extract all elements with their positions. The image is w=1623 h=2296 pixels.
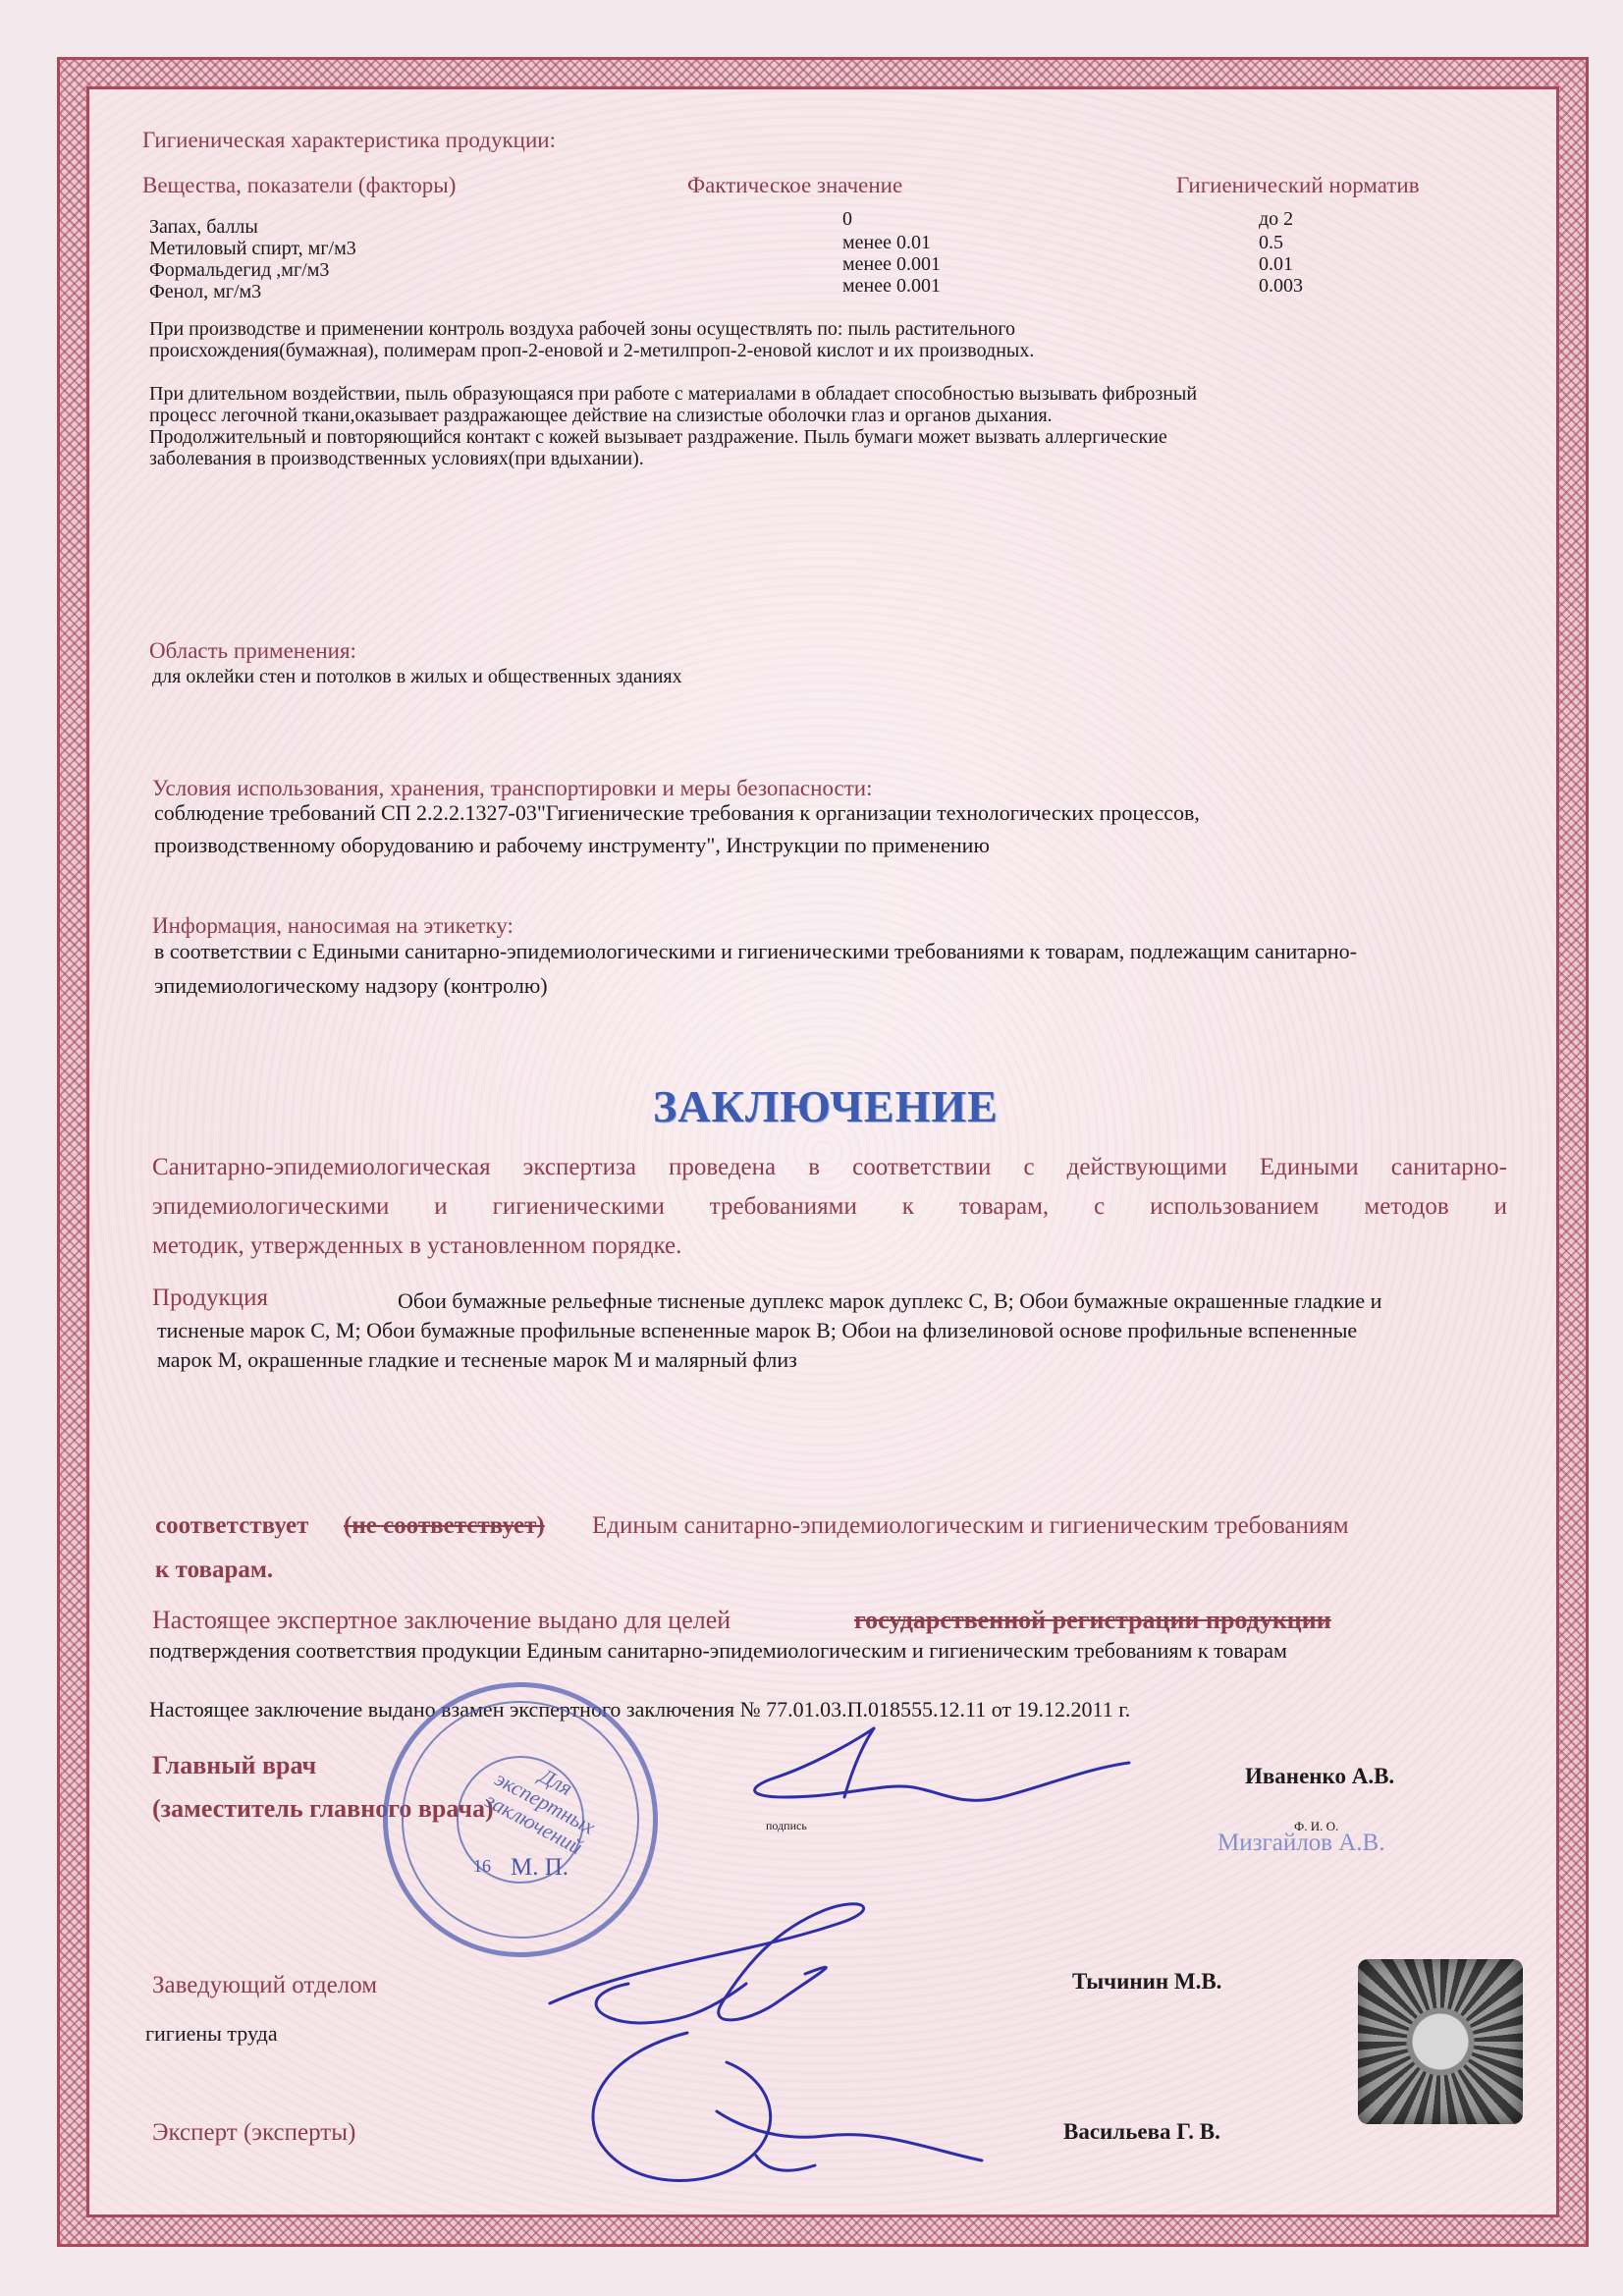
stamp-inner-text: Для экспертных заключений <box>481 1763 600 1860</box>
row-name: Фенол, мг/м3 <box>149 281 262 302</box>
effect-text-line: процесс легочной ткани,оказывает раздражающее действие на слизистые оболочки глаз и органов дыхания. <box>149 405 1053 426</box>
column-header-norm: Гигиенический норматив <box>1176 173 1420 197</box>
row-norm: 0.003 <box>1259 275 1303 297</box>
row-norm: до 2 <box>1259 208 1294 230</box>
complies-tail: к товарам. <box>155 1557 274 1583</box>
column-header-substance: Вещества, показатели (факторы) <box>142 173 457 197</box>
fio-caption: Ф. И. О. <box>1294 1819 1339 1833</box>
effect-text-line: заболевания в производственных условиях(при вдыхании). <box>149 448 644 469</box>
stamp-number: 16 <box>473 1856 491 1876</box>
product-label: Продукция <box>152 1285 268 1311</box>
scope-heading: Область применения: <box>149 638 356 663</box>
control-text-line: При производстве и применении контроль воздуха рабочей зоны осуществлять по: пыль растительного <box>149 318 1016 340</box>
scope-text: для оклейки стен и потолков в жилых и общественных зданиях <box>152 666 682 687</box>
conditions-text-line: соблюдение требований СП 2.2.2.1327-03"Гигиенические требования к организации технологических процессов, <box>154 800 1200 825</box>
hygiene-heading: Гигиеническая характеристика продукции: <box>142 128 556 152</box>
product-text-line: тисненые марок С, М; Обои бумажные профильные вспененные марок В; Обои на флизелиновой основе профильные вспененные <box>157 1318 1358 1342</box>
effect-text-line: При длительном воздействии, пыль образующаяся при работе с материалами в обладает способностью вызывать фиброзный <box>149 383 1198 405</box>
stamp-mp: М. П. <box>511 1854 569 1881</box>
label-info-heading: Информация, наносимая на этикетку: <box>152 913 514 938</box>
expert-label: Эксперт (эксперты) <box>152 2119 356 2146</box>
row-name: Формальдегид ,мг/м3 <box>149 259 330 281</box>
conditions-text-line: производственному оборудованию и рабочему инструменту", Инструкции по применению <box>154 833 990 857</box>
conclusion-text-line: эпидемиологическими и гигиеническими требованиями к товарам, с использованием методов и <box>152 1193 1507 1220</box>
row-name: Метиловый спирт, мг/м3 <box>149 238 356 259</box>
expert-name: Васильева Г. В. <box>1063 2119 1220 2144</box>
complies-word: соответствует <box>155 1512 309 1539</box>
chief-name: Иваненко А.В. <box>1245 1764 1395 1788</box>
deputy-name-stamp: Мизгайлов А.В. <box>1217 1830 1385 1856</box>
head-title-line1: Заведующий отделом <box>152 1972 378 1998</box>
product-text-line: марок М, окрашенные гладкие и тесненые марок М и малярный флиз <box>157 1347 797 1372</box>
head-name: Тычинин М.В. <box>1072 1969 1222 1994</box>
row-actual: менее 0.01 <box>842 232 931 253</box>
column-header-actual: Фактическое значение <box>687 173 903 197</box>
row-actual: менее 0.001 <box>842 253 941 275</box>
product-text-line: Обои бумажные рельефные тисненые дуплекс марок дуплекс С, В; Обои бумажные окрашенные гладкие и <box>398 1288 1382 1313</box>
head-title-line2: гигиены труда <box>145 2021 278 2046</box>
row-norm: 0.5 <box>1259 232 1283 253</box>
chief-title-line1: Главный врач <box>152 1751 317 1779</box>
control-text-line: происхождения(бумажная), полимерам проп-2-еновой и 2-метилпроп-2-еновой кислот и их производных. <box>149 340 1035 361</box>
conclusion-text-line: Санитарно-эпидемиологическая экспертиза проведена в соответствии с действующими Едиными санитарно- <box>152 1154 1507 1180</box>
row-actual: 0 <box>842 208 852 230</box>
signature-caption: подпись <box>766 1819 807 1832</box>
row-actual: менее 0.001 <box>842 275 941 297</box>
conditions-heading: Условия использования, хранения, транспортировки и меры безопасности: <box>152 776 873 800</box>
issued-prefix: Настоящее экспертное заключение выдано для целей <box>152 1606 731 1634</box>
conclusion-text-line: методик, утвержденных в установленном порядке. <box>152 1232 682 1259</box>
label-info-text-line: в соответствии с Едиными санитарно-эпидемиологическими и гигиеническими требованиями к товарам, подлежащим санитарно- <box>154 939 1358 963</box>
conclusion-title: ЗАКЛЮЧЕНИЕ <box>653 1081 999 1131</box>
replaces-line: Настоящее заключение выдано взамен экспертного заключения № 77.01.03.П.018555.12.11 от 19.12.2011 г. <box>149 1697 1131 1722</box>
chief-title-line2: (заместитель главного врача) <box>152 1794 494 1823</box>
issued-struck: государственной регистрации продукции <box>854 1606 1331 1634</box>
effect-text-line: Продолжительный и повторяющийся контакт с кожей вызывает раздражение. Пыль бумаги может вызвать аллергические <box>149 426 1167 448</box>
row-norm: 0.01 <box>1259 253 1293 275</box>
label-info-text-line: эпидемиологическому надзору (контролю) <box>154 973 548 998</box>
complies-rest: Единым санитарно-эпидемиологическим и гигиеническим требованиям <box>592 1512 1349 1539</box>
row-name: Запах, баллы <box>149 216 258 238</box>
not-complies-struck: (не соответствует) <box>344 1512 545 1539</box>
issued-line-2: подтверждения соответствия продукции Единым санитарно-эпидемиологическим и гигиеническим требованиям к товарам <box>149 1638 1287 1663</box>
